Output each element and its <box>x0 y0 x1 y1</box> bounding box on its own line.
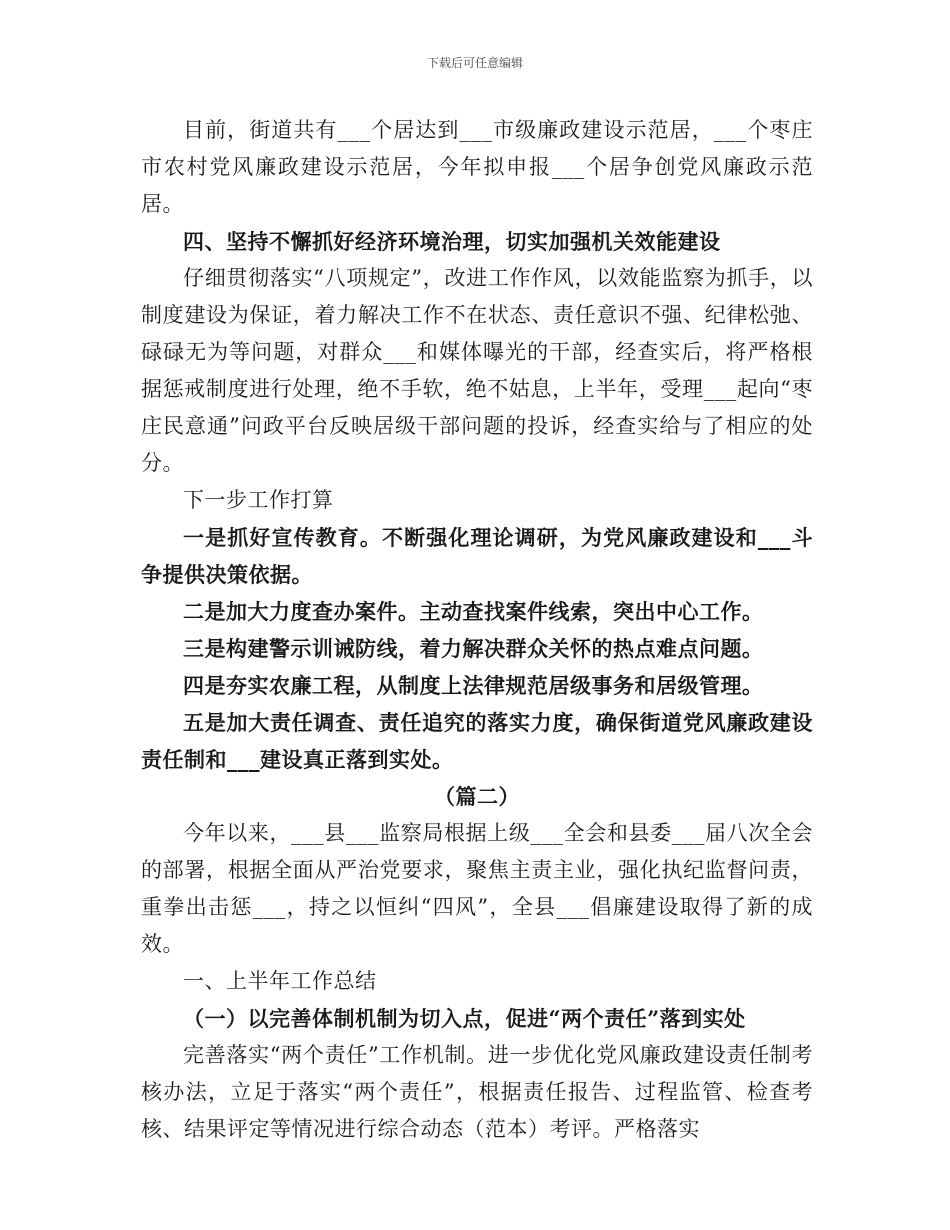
paragraph-status: 目前，街道共有___个居达到___市级廉政建设示范居，___个枣庄市农村党风廉政建设示范居，今年拟申报___个居争创党风廉政示范居。 <box>141 118 813 216</box>
document-body <box>141 112 813 1148</box>
chapter-title: （篇二） <box>434 784 520 809</box>
plan-item-three: 三是构建警示训诫防线，着力解决群众关怀的热点难点问题。 <box>183 636 764 661</box>
subheading-next-steps: 下一步工作打算 <box>183 488 334 512</box>
section-heading-four: 四、坚持不懈抓好经济环境治理，切实加强机关效能建设 <box>183 229 721 254</box>
paragraph-two-responsibilities: 完善落实“两个责任”工作机制。进一步优化党风廉政建设责任制考核办法，立足于落实“两个责任”，根据责任报告、过程监管、检查考核、结果评定等情况进行综合动态（范本）考评。严格落实 <box>141 1043 813 1141</box>
section-heading-summary: 一、上半年工作总结 <box>183 969 377 993</box>
paragraph-intro-two: 今年以来，___县___监察局根据上级___全会和县委___届八次全会的部署，根据全面从严治党要求，聚焦主责主业，强化执纪监督问责，重拳出击惩___，持之以恒纠“四风”，全县___倡廉建设取得了新的成效。 <box>141 821 813 956</box>
page-header: 下载后可任意编辑 <box>426 56 523 70</box>
plan-item-one: 一是抓好宣传教育。不断强化理论调研，为党风廉政建设和___斗争提供决策依据。 <box>141 525 813 587</box>
plan-item-five: 五是加大责任调查、责任追究的落实力度，确保街道党风廉政建设责任制和___建设真正落到实处。 <box>141 710 813 772</box>
plan-item-two: 二是加大力度查办案件。主动查找案件线索，突出中心工作。 <box>183 599 764 624</box>
plan-item-four: 四是夯实农廉工程，从制度上法律规范居级事务和居级管理。 <box>183 673 764 698</box>
paragraph-efficiency: 仔细贯彻落实“八项规定”，改进工作作风，以效能监察为抓手，以制度建设为保证，着力解决工作不在状态、责任意识不强、纪律松弛、碌碌无为等问题，对群众___和媒体曝光的干部，经查实后，将严格根据惩戒制度进行处理，绝不手软，绝不姑息，上半年，受理___起向“枣庄民意通”问政平台反映居级干部问题的投诉，经查实给与了相应的处分。 <box>141 266 813 475</box>
subsection-heading-one: （一）以完善体制机制为切入点，促进“两个责任”落到实处 <box>183 1006 746 1031</box>
